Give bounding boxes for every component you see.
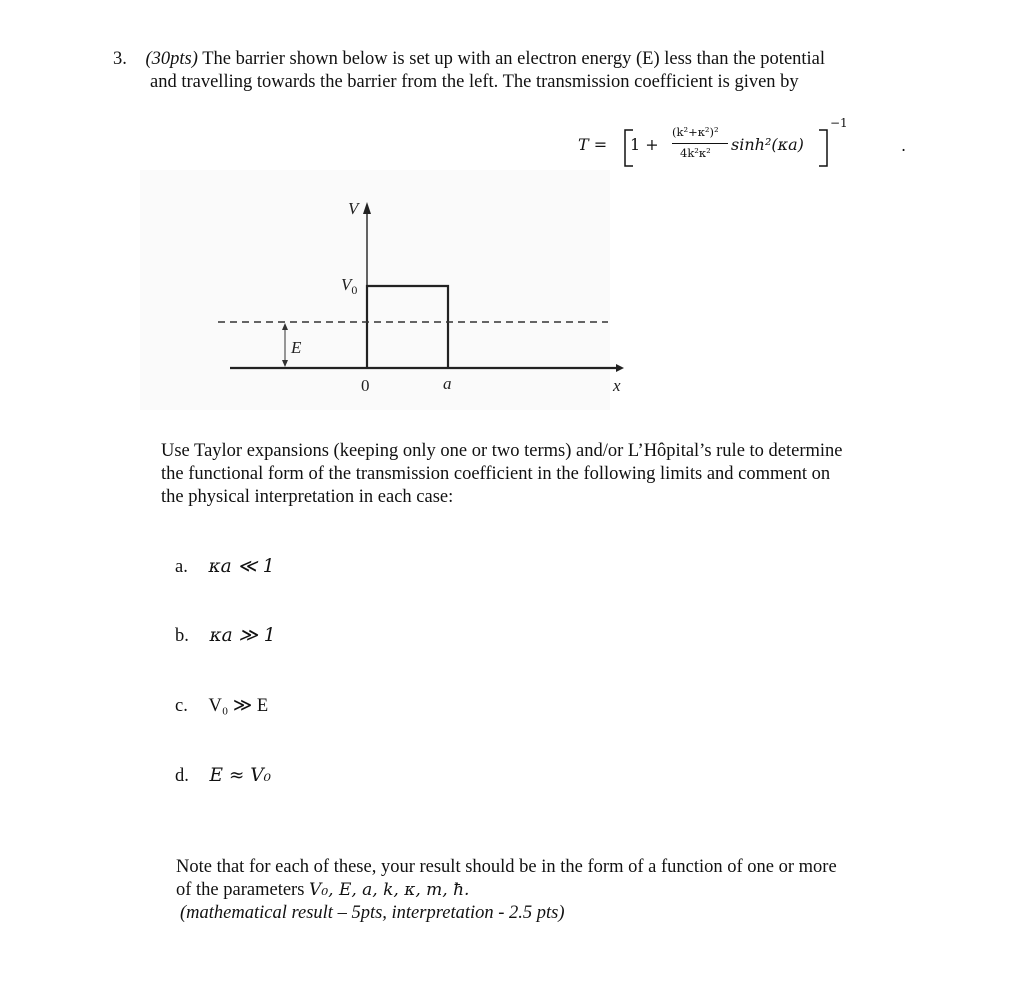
part-a-text: κa ≪ 1: [208, 556, 275, 577]
formula-lhs: T =: [578, 135, 608, 154]
instructions-line-3: the physical interpretation in each case:: [161, 487, 454, 507]
instructions-line-1: Use Taylor expansions (keeping only one or two terms) and/or L’Hôpital’s rule to determine: [161, 441, 843, 461]
part-c-label: c.: [175, 696, 188, 716]
right-bracket-icon: [816, 128, 830, 168]
fraction-bar: [672, 143, 728, 144]
instructions-line-2: the functional form of the transmission coefficient in the following limits and comment on: [161, 464, 831, 484]
question-line-2: and travelling towards the barrier from the left. The transmission coefficient is given by: [150, 72, 799, 92]
formula-one-plus: 1 +: [630, 135, 659, 154]
part-a-label: a.: [175, 557, 188, 577]
formula-exponent: −1: [830, 116, 848, 130]
origin-label: 0: [361, 376, 370, 395]
question-number: 3.: [113, 49, 127, 69]
question-line-1: The barrier shown below is set up with an electron energy (E) less than the potential: [197, 49, 826, 69]
points-label: (30pts): [145, 49, 198, 69]
energy-label: E: [291, 338, 302, 357]
question-header: [113, 48, 825, 71]
formula-denominator: 4k²κ²: [680, 146, 711, 160]
formula-sinh: sinh²(κa): [731, 135, 804, 154]
width-label: a: [443, 374, 452, 393]
note-line-2-prefix: of the parameters: [176, 880, 310, 900]
part-c: [175, 695, 268, 717]
x-axis-label: x: [613, 376, 621, 395]
part-b: [175, 625, 276, 647]
part-b-label: b.: [175, 626, 189, 646]
part-d-label: d.: [175, 766, 189, 786]
diagram-background: [140, 170, 610, 410]
v-axis-label: V: [348, 199, 359, 218]
part-c-text: V₀ ≫ E: [208, 696, 269, 716]
part-d: [175, 765, 271, 787]
formula-period: .: [901, 136, 907, 155]
part-a: [175, 556, 275, 578]
barrier-diagram: [140, 170, 640, 420]
part-d-text: E ≈ V₀: [209, 765, 272, 786]
transmission-formula: [578, 116, 908, 176]
note-line-2: [176, 879, 469, 902]
note-line-3: (mathematical result – 5pts, interpretation - 2.5 pts): [180, 903, 565, 923]
note-parameters: V₀, E, a, k, κ, m, ħ.: [309, 880, 470, 900]
formula-numerator: (k²+κ²)²: [672, 125, 719, 139]
part-b-text: κa ≫ 1: [209, 625, 276, 646]
x-axis-arrow-icon: [616, 364, 624, 372]
note-line-1: Note that for each of these, your result should be in the form of a function of one or more: [176, 857, 837, 877]
v0-label: $V_0$: [341, 275, 358, 297]
